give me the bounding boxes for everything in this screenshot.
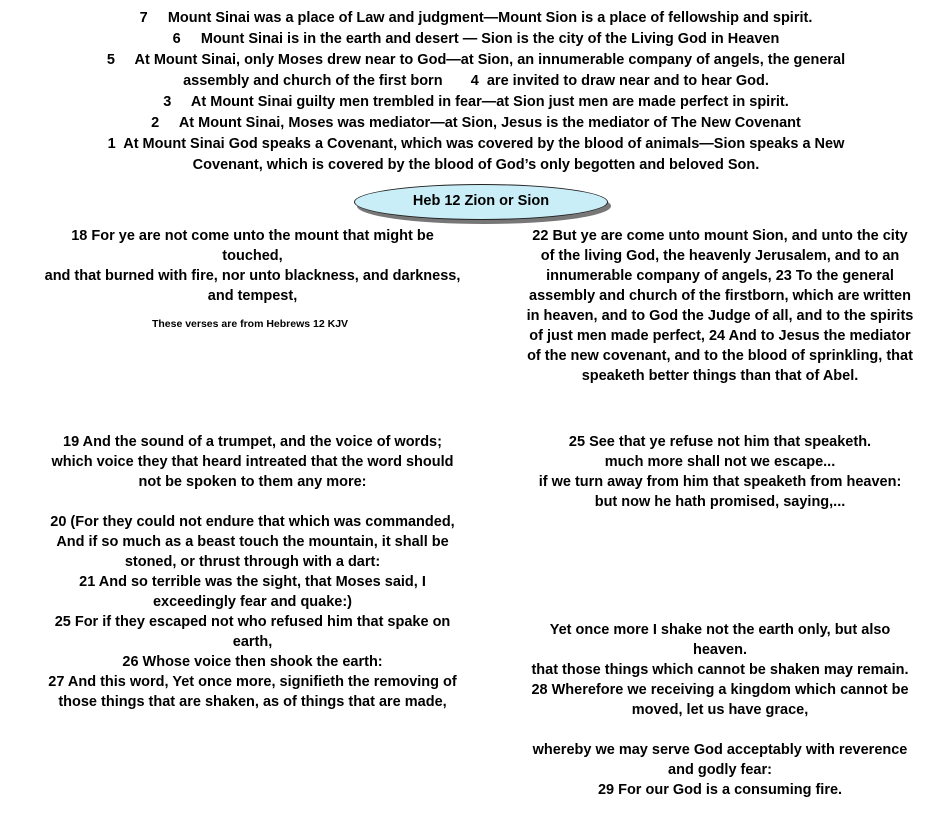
right-verses-22-24: 22 But ye are come unto mount Sion, and unto the city of the living God, the heavenly Jerusalem, and to an innumerable company of angels, 23 To the general assembly and church of the firstborn, which are written in heaven, and to God the Judge of all, and to the spirits of just men made perfect, 24 And to Jesus the mediator of the new covenant, and to the blood of sprinkling, that speaketh better things than that of Abel.	[526, 228, 914, 384]
comparison-line-5: 5 At Mount Sinai, only Moses drew near to God—at Sion, an innumerable company of angels, the general	[106, 52, 846, 68]
heading-banner: Heb 12 Zion or Sion	[354, 184, 608, 220]
comparison-line-5-cont: assembly and church of the first born 4 are invited to draw near and to hear God.	[183, 73, 769, 89]
comparison-line-1-cont: Covenant, which is covered by the blood of God’s only begotten and beloved Son.	[192, 157, 760, 173]
right-verses-26-29: Yet once more I shake not the earth only, but also heaven. that those things which cannot be shaken may remain. 28 Wherefore we receiving a kingdom which cannot be moved, let us have grace, whereby we may serve God acceptably with reverence and godly fear: 29 For our God is a consuming fire.	[531, 622, 909, 798]
comparison-line-6: 6 Mount Sinai is in the earth and desert — Sion is the city of the Living God in Heaven	[172, 31, 780, 47]
comparison-line-1: 1 At Mount Sinai God speaks a Covenant, which was covered by the blood of animals—Sion speaks a New	[107, 136, 845, 152]
comparison-line-2: 2 At Mount Sinai, Moses was mediator—at Sion, Jesus is the mediator of The New Covenant	[151, 115, 801, 131]
left-verses-19-27: 19 And the sound of a trumpet, and the voice of words; which voice they that heard intreated that the word should not be spoken to them any more: 20 (For they could not endure that which was commanded, And if so much as a beast touch the mountain, it shall be stoned, or thrust through with a dart: 21 And so terrible was the sight, that Moses said, I exceedingly fear and quake:) 25 For if they escaped not who refused him that spake on earth, 26 Whose voice then shook the earth: 27 And this word, Yet once more, signifieth the removing of those things that are shaken, as of things that are made,	[48, 434, 457, 710]
source-note: These verses are from Hebrews 12 KJV	[151, 318, 349, 330]
comparison-line-7: 7 Mount Sinai was a place of Law and judgment—Mount Sion is a place of fellowship and spirit.	[139, 10, 813, 26]
right-verse-25: 25 See that ye refuse not him that speaketh. much more shall not we escape... if we turn away from him that speaketh from heaven: but now he hath promised, saying,...	[538, 434, 902, 510]
comparison-line-3: 3 At Mount Sinai guilty men trembled in fear—at Sion just men are made perfect in spirit.	[163, 94, 789, 110]
left-verse-18: 18 For ye are not come unto the mount that might be touched, and that burned with fire, nor unto blackness, and darkness, and tempest,	[44, 228, 461, 304]
